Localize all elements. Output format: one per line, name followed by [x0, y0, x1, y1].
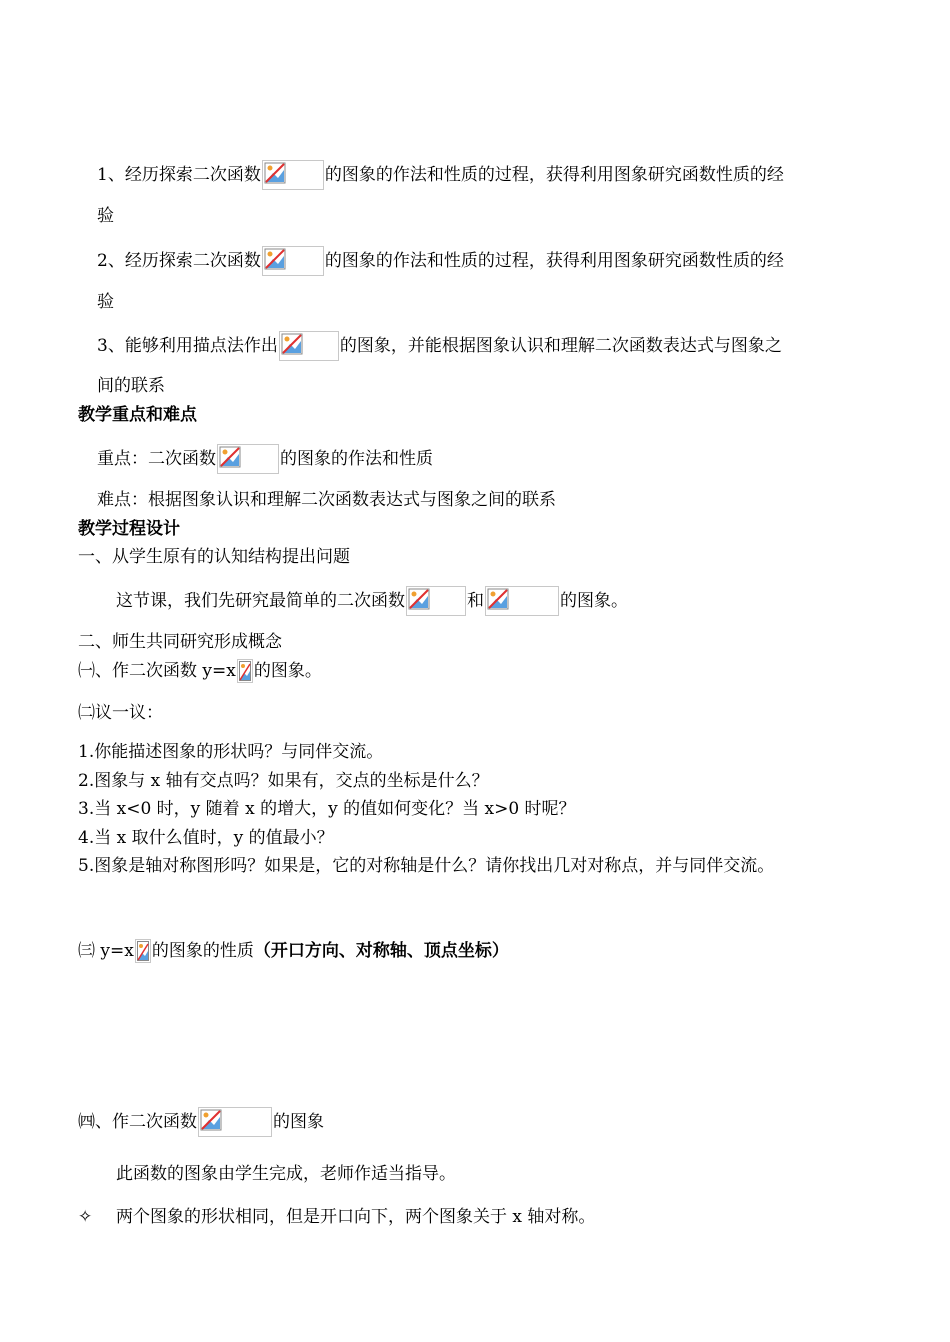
objective-1-pre: 1、经历探索二次函数 — [97, 165, 261, 185]
formula-image-icon — [198, 1107, 272, 1137]
objective-1-cont: 验 — [97, 206, 114, 226]
exponent-image-icon — [135, 939, 151, 963]
bullet-line: ✧ 两个图象的形状相同，但是开口向下，两个图象关于 x 轴对称。 — [78, 1207, 596, 1227]
step-2: ㈡议一议： — [78, 703, 163, 723]
step-4-text: 此函数的图象由学生完成，老师作适当指导。 — [116, 1164, 456, 1184]
question-1: 1.你能描述图象的形状吗？与同伴交流。 — [78, 742, 384, 762]
focus-line: 重点：二次函数 的图象的作法和性质 — [97, 444, 433, 474]
process-heading: 教学过程设计 — [78, 519, 180, 539]
section-1-heading: 一、从学生原有的认知结构提出问题 — [78, 547, 350, 567]
objective-2-post: 的图象的作法和性质的过程，获得利用图象研究函数性质的经 — [324, 251, 784, 271]
objective-2-pre: 2、经历探索二次函数 — [97, 251, 261, 271]
formula-image-icon — [279, 331, 339, 361]
formula-image-icon — [262, 246, 324, 276]
step-1: ㈠、作二次函数 y=x 的图象。 — [78, 661, 322, 681]
formula-image-icon — [217, 444, 279, 474]
objective-3-post: 的图象，并能根据图象认识和理解二次函数表达式与图象之 — [339, 336, 782, 356]
objective-2 — [97, 246, 784, 276]
exponent-image-icon — [237, 659, 253, 683]
formula-image-icon — [406, 586, 466, 616]
sparkle-bullet-icon: ✧ — [78, 1207, 93, 1227]
difficulty-line: 难点：根据图象认识和理解二次函数表达式与图象之间的联系 — [97, 490, 556, 510]
objective-1 — [97, 160, 784, 190]
objective-3 — [97, 331, 782, 361]
objective-1-post: 的图象的作法和性质的过程，获得利用图象研究函数性质的经 — [324, 165, 784, 185]
formula-image-icon — [485, 586, 559, 616]
formula-image-icon — [262, 160, 324, 190]
objective-3-pre: 3、能够利用描点法作出 — [97, 336, 278, 356]
step-4: ㈣、作二次函数 的图象 — [78, 1107, 324, 1137]
question-3: 3.当 x<0 时，y 随着 x 的增大，y 的值如何变化？当 x>0 时呢？ — [78, 799, 576, 819]
question-4: 4.当 x 取什么值时，y 的值最小？ — [78, 828, 334, 848]
step-3: ㈢ y=x 的图象的性质 （开口方向、对称轴、顶点坐标） — [78, 941, 509, 961]
section-2-heading: 二、师生共同研究形成概念 — [78, 632, 282, 652]
section-1-text: 这节课，我们先研究最简单的二次函数 和 的图象。 — [116, 586, 628, 616]
objective-2-cont: 验 — [97, 292, 114, 312]
question-2: 2.图象与 x 轴有交点吗？如果有，交点的坐标是什么？ — [78, 771, 489, 791]
key-points-heading: 教学重点和难点 — [78, 405, 197, 425]
question-5: 5.图象是轴对称图形吗？如果是，它的对称轴是什么？请你找出几对对称点，并与同伴交流。 — [78, 856, 775, 876]
objective-3-cont: 间的联系 — [97, 376, 165, 396]
